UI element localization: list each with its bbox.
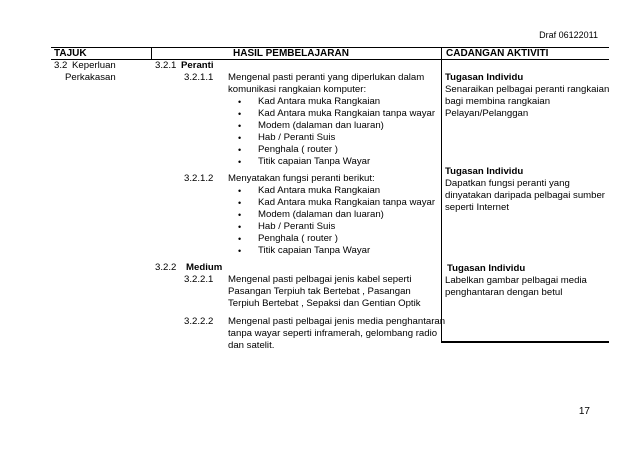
activity-line: penghantaran dengan betul bbox=[445, 287, 563, 298]
topic-line-1: Keperluan bbox=[72, 60, 116, 71]
header-cadangan-aktiviti: CADANGAN AKTIVITI bbox=[446, 48, 549, 59]
column-divider-1 bbox=[151, 47, 152, 60]
bullet-item: • Kad Antara muka Rangkaian bbox=[258, 96, 380, 108]
header-tajuk: TAJUK bbox=[54, 48, 87, 59]
activity-line: Dapatkan fungsi peranti yang bbox=[445, 178, 570, 189]
bullet-item: • Kad Antara muka Rangkaian tanpa wayar bbox=[258, 108, 435, 120]
draft-label: Draf 06122011 bbox=[539, 30, 598, 40]
outcome-line: Menyatakan fungsi peranti berikut: bbox=[228, 173, 375, 184]
table-bottom-border bbox=[441, 341, 609, 343]
outcome-code: 3.2.1.2 bbox=[184, 173, 214, 184]
column-divider-2 bbox=[441, 47, 442, 342]
topic-line-2: Perkakasan bbox=[65, 72, 116, 83]
outcome-code: 3.2.1.1 bbox=[184, 72, 214, 83]
bullet-item: • Penghala ( router ) bbox=[258, 233, 338, 245]
activity-title: Tugasan Individu bbox=[445, 72, 524, 83]
activity-line: seperti Internet bbox=[445, 202, 509, 213]
bullet-item: • Titik capaian Tanpa Wayar bbox=[258, 245, 370, 257]
activity-line: bagi membina rangkaian bbox=[445, 96, 551, 107]
outcome-line: tanpa wayar seperti inframerah, gelombang radio bbox=[228, 328, 438, 339]
activity-line: Senaraikan pelbagai peranti rangkaian bbox=[445, 84, 610, 95]
bullet-item: • Modem (dalaman dan luaran) bbox=[258, 209, 384, 221]
outcome-line: Terpiuh Bertebat , Sepaksi dan Gentian Optik bbox=[228, 298, 421, 309]
page-number: 17 bbox=[578, 406, 590, 417]
outcome-line: Mengenal pasti pelbagai jenis media penghantaran bbox=[228, 316, 446, 327]
outcome-line: komunikasi rangkaian komputer: bbox=[228, 84, 367, 95]
bullet-item: • Hab / Peranti Suis bbox=[258, 132, 335, 144]
outcome-line: Mengenal pasti pelbagai jenis kabel seperti bbox=[228, 274, 412, 285]
subtopic-number: 3.2.1 bbox=[155, 60, 177, 71]
bullet-item: • Modem (dalaman dan luaran) bbox=[258, 120, 384, 132]
outcome-line: dan satelit. bbox=[228, 340, 275, 351]
bullet-item: • Kad Antara muka Rangkaian tanpa wayar bbox=[258, 197, 435, 209]
topic-number: 3.2 bbox=[54, 60, 68, 71]
activity-line: Labelkan gambar pelbagai media bbox=[445, 275, 587, 286]
outcome-line: Pasangan Terpiuh tak Bertebat , Pasangan bbox=[228, 286, 411, 297]
bullet-item: • Hab / Peranti Suis bbox=[258, 221, 335, 233]
subtopic-number: 3.2.2 bbox=[155, 262, 177, 273]
bullet-item: • Titik capaian Tanpa Wayar bbox=[258, 156, 370, 168]
activity-title: Tugasan Individu bbox=[445, 166, 524, 177]
header-hasil-pembelajaran: HASIL PEMBELAJARAN bbox=[233, 48, 349, 59]
activity-title: Tugasan Individu bbox=[447, 263, 526, 274]
subtopic-title: Peranti bbox=[181, 60, 214, 71]
activity-line: dinyatakan daripada pelbagai sumber bbox=[445, 190, 606, 201]
bullet-item: • Penghala ( router ) bbox=[258, 144, 338, 156]
outcome-code: 3.2.2.1 bbox=[184, 274, 214, 285]
outcome-code: 3.2.2.2 bbox=[184, 316, 214, 327]
activity-line: Pelayan/Pelanggan bbox=[445, 108, 529, 119]
subtopic-title: Medium bbox=[186, 262, 223, 273]
outcome-line: Mengenal pasti peranti yang diperlukan dalam bbox=[228, 72, 425, 83]
bullet-item: • Kad Antara muka Rangkaian bbox=[258, 185, 380, 197]
